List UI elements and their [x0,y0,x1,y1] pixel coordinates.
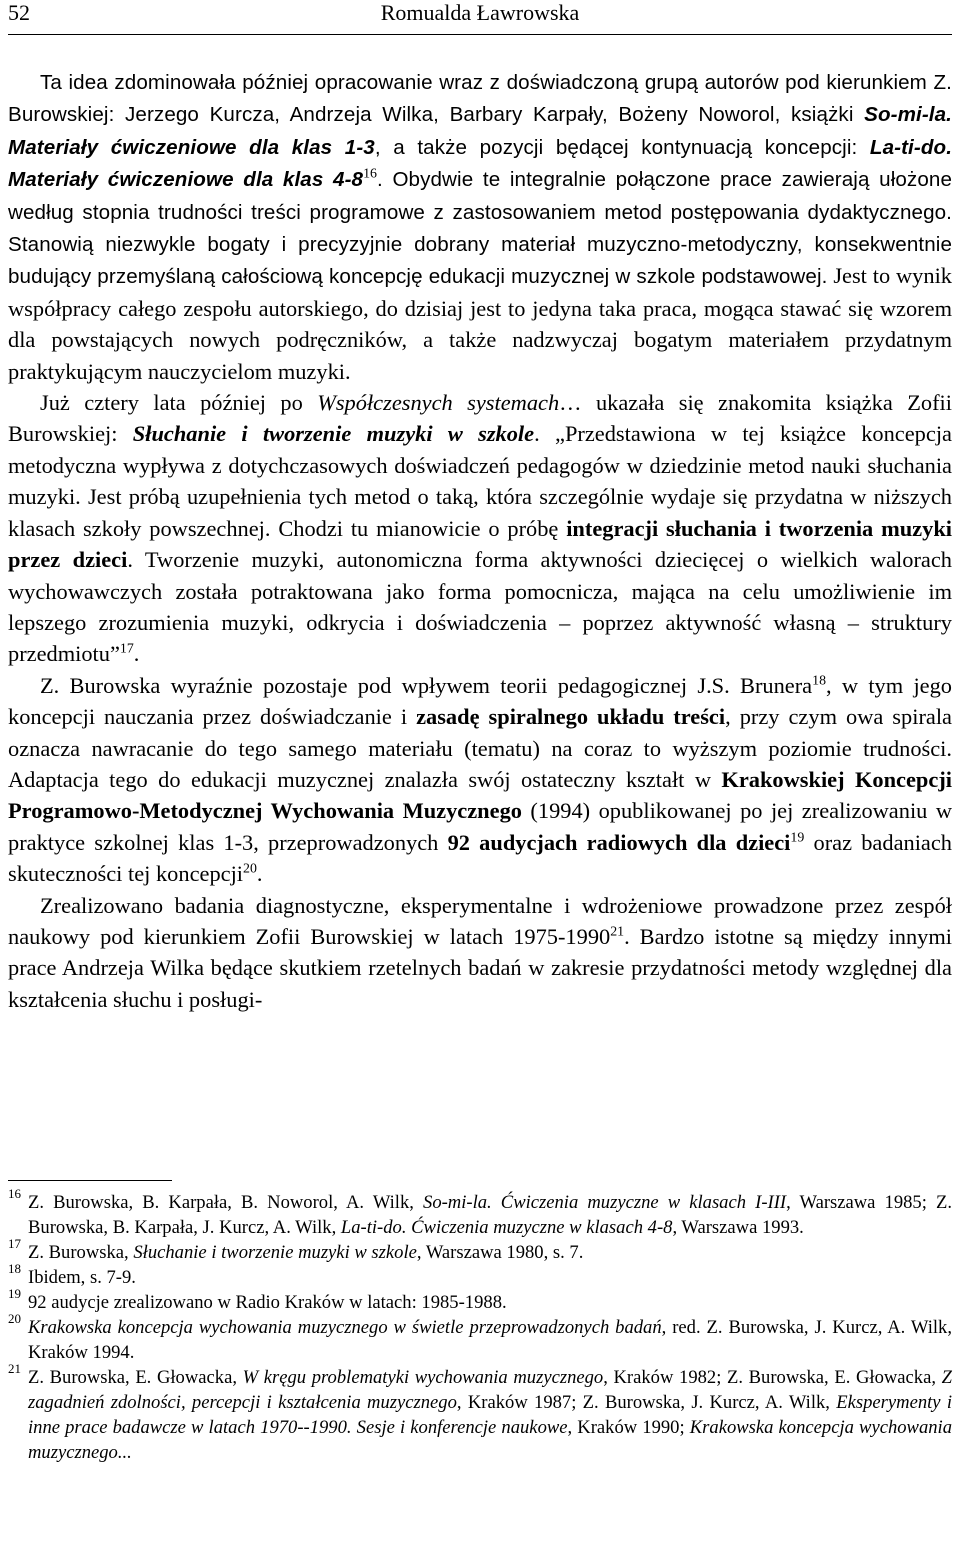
footnote-17 [8,1236,952,1265]
footnote-text: , Kraków 1982; Z. Burowska, E. Głowacka, [603,1367,942,1388]
text-span: Z. Burowska wyraźnie pozostaje pod wpływem teorii pedagogicznej J.S. Brunera [40,672,813,698]
footnote-18 [8,1261,952,1290]
footnote-number: 17 [8,1236,21,1251]
text-span: … ukazała się znakomita książka Zofii Burowskiej: [8,390,952,447]
footnote-text: Ibidem, s. 7-9. [28,1267,136,1288]
emphasis-krakow-concept: Krakowskiej Koncepcji Programowo-Metodycznej Wychowania Muzycznego [8,766,952,824]
footnote-text: , Warszawa 1985; Z. Burowska, B. Karpała, J. Kurcz, A. Wilk, [28,1192,952,1238]
footnote-text: , Kraków 1990; [567,1417,690,1438]
book-title-la-ti-do: La-ti-do. Materiały ćwiczeniowe dla klas 4-8 [8,135,953,192]
text-span: . Bardzo istotne są między innymi prace Andrzeja Wilka będące skutkiem rzetelnych badań w zakresie przydatności metody względnej dla kształcenia słuchu i posługi- [8,923,952,1012]
footnote-21 [8,1361,952,1465]
footnote-text: Z. Burowska, E. Głowacka, [28,1367,243,1388]
text-span: oraz badaniach skuteczności tej koncepcji [8,829,952,887]
text-span: Ta idea zdominowała później opracowanie wraz z doświadczoną grupą autorów pod kierunkiem Z. Burowskiej: Jerzego Kurcza, Andrzeja Wilka, Barbary Karpały, Bożeny Noworol, książki [8,71,952,127]
paragraph-2 [8,387,952,670]
footnote-text: Z. Burowska, [28,1242,134,1263]
footnote-ref-17: 17 [119,641,134,657]
footnote-20 [8,1311,952,1365]
text-span: Obydwie te integralnie połączone prace zawierają ułożone według stopnia trudności treści programowe z zastosowaniem metod postępowania dydaktycznego. Stanowią niezwykle bogaty i precyzyjnie dobrany materiał muzyczno-metodyczny, konsekwentnie budujący przemyślaną całościową koncepcję edukacji muzycznej w szkole podstawowej. [8,168,952,289]
footnote-text: 92 audycje zrealizowano w Radio Kraków w latach: 1985-1988. [28,1292,507,1313]
text-span: Jest to wynik współpracy całego zespołu autorskiego, do dzisiaj jest to jedyna taka praca, mogąca stawać się wzorem dla powstających nowych podręczników, a także nadzwyczaj bogatym materiałem przydatnym praktykującym nauczycielom muzyki. [8,263,952,384]
text-span: , a także pozycji będącej kontynuacją koncepcji: [374,135,870,159]
book-title-wspolczesne-systemy: Współczesnych systemach [317,390,560,416]
footnote-number: 21 [8,1361,21,1376]
main-text [8,66,952,1015]
footnote-text: Z. Burowska, B. Karpała, B. Noworol, A. Wilk, [28,1192,424,1213]
footnote-title: W kręgu problematyki wychowania muzycznego [242,1367,604,1388]
text-span: Zrealizowano badania diagnostyczne, eksperymentalne i wdrożeniowe prowadzone przez zespół naukowy pod kierunkiem Zofii Burowskiej w latach 1975-1990 [8,892,952,949]
footnote-number: 20 [8,1311,21,1326]
footnote-separator [8,1180,172,1181]
text-span: . [133,641,140,667]
footnote-title: Słuchanie i tworzenie muzyki w szkole [133,1242,417,1263]
footnote-text: , Kraków 1987; Z. Burowska, J. Kurcz, A. Wilk, [456,1392,837,1413]
emphasis-spiral: zasadę spiralnego układu treści [416,704,726,730]
footnote-ref-16: 16 [363,166,377,182]
footnote-text: , red. Z. Burowska, J. Kurcz, A. Wilk, Kraków 1994. [28,1317,952,1363]
text-span: . [376,168,393,192]
footnote-title: Eksperymenty i inne prace badawcze w latach 1970--1990. Sesje i konferencje naukowe [28,1392,952,1438]
paragraph-1 [8,66,952,387]
text-span: Już cztery lata później po [40,390,318,416]
footnote-number: 18 [8,1261,21,1276]
footnote-ref-20: 20 [243,861,257,877]
page-number: 52 [8,0,30,25]
footnote-title: Krakowska koncepcja wychowania muzycznego... [28,1417,952,1463]
footnote-text: , Warszawa 1993. [672,1217,804,1238]
footnote-title: So-mi-la. Ćwiczenia muzyczne w klasach I-III [423,1192,787,1213]
emphasis-radio-broadcasts: 92 audycjach radiowych dla dzieci [447,829,791,855]
text-span: . [256,861,263,887]
text-span: (1994) opublikowanej po jej zrealizowaniu w praktyce szkolnej klas 1-3, przeprowadzonych [8,798,952,855]
text-span: , w tym jego koncepcji nauczania przez doświadczanie i [8,672,952,730]
footnote-ref-18: 18 [812,673,826,689]
book-title-sluchanie: Słuchanie i tworzenie muzyki w szkole [132,421,535,447]
footnote-text: , Warszawa 1980, s. 7. [416,1242,584,1263]
footnote-title: La-ti-do. Ćwiczenia muzyczne w klasach 4-8 [340,1217,673,1238]
footnote-16 [8,1186,952,1240]
footnote-title: Z zagadnień zdolności, percepcji i kształcenia muzycznego [28,1367,952,1413]
footnote-19 [8,1286,952,1315]
footnote-title: Krakowska koncepcja wychowania muzycznego w świetle przeprowadzonych badań [28,1317,662,1338]
emphasis-integration: integracji słuchania i tworzenia muzyki przez dzieci [8,515,952,573]
running-header [8,0,952,35]
running-title-author: Romualda Ławrowska [380,0,580,25]
text-span: . „Przedstawiona w tej książce koncepcja metodyczna wypływa z dotychczasowych doświadczeń pedagogów w dziedzinie metod nauki słuchania muzyki. Jest próbą uzupełnienia tych metod o taką, która szczególnie wydaje się przydatna w niższych klasach szkoły powszechnej. Chodzi tu mianowicie o próbę [8,421,952,541]
footnote-ref-19: 19 [790,830,805,846]
text-span: , przy czym owa spirala oznacza nawracanie do tego samego materiału (tematu) na coraz to wyższym poziomie trudności. Adaptacja tego do edukacji muzycznej znalazła swój ostateczny kształt w [8,704,952,792]
footnote-ref-21: 21 [610,924,625,940]
footnotes [8,1186,952,1465]
paragraph-4 [8,890,952,1016]
footnote-number: 16 [8,1186,21,1201]
book-title-so-mi-la: So-mi-la. Materiały ćwiczeniowe dla klas 1-3 [8,103,952,159]
paragraph-3 [8,670,952,890]
footnote-number: 19 [8,1286,21,1301]
text-span: . Tworzenie muzyki, autonomiczna forma aktywności dziecięcej o wielkich walorach wychowawczych została potraktowana jako forma pomocnicza, mająca na celu umożliwienie im lepszego zrozumienia muzyki, odkrycia i doświadczenia – poprzez aktywność własną – struktury przedmiotu” [8,547,952,667]
